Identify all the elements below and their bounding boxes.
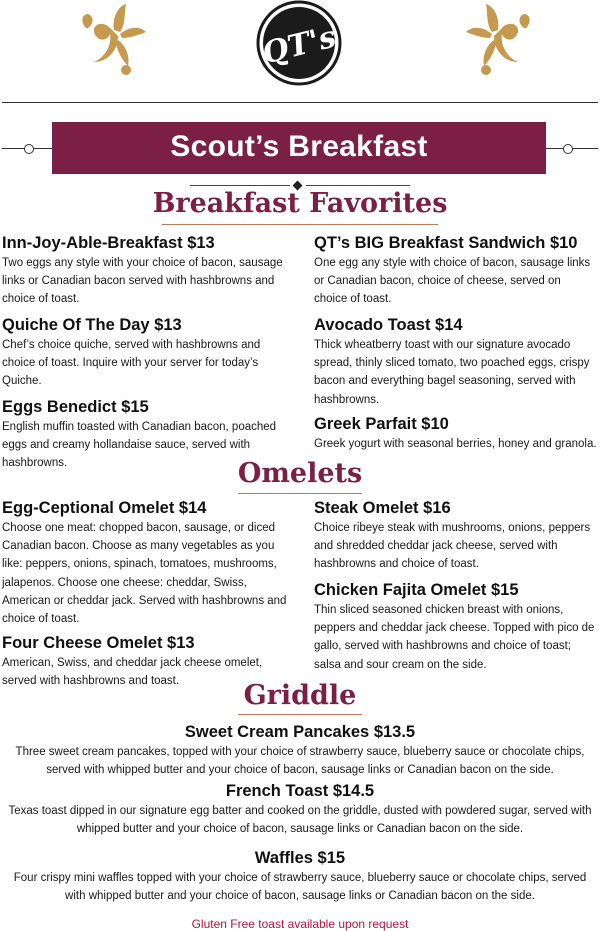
item-description: Texas toast dipped in our signature egg batter and cooked on the griddle, dusted with powdered sugar, served with whipped butter and your choice of bacon, sausage links or Canadian bacon on the side. [8,805,592,836]
menu-item [314,498,596,574]
item-description: Thick wheatberry toast with our signature avocado spread, thinly sliced tomato, two poached eggs, crispy bacon and everything bagel seasoning, served with hashbrowns. [314,339,590,406]
menu-item [0,848,600,905]
menu-item [0,722,600,779]
section-underline [238,714,362,715]
item-description: Three sweet cream pancakes, topped with your choice of strawberry sauce, blueberry sauce or chocolate chips, served with whipped butter and your choice of bacon, sausage links or Canadian bacon on the side. [15,746,585,777]
item-description: Four crispy mini waffles topped with your choice of strawberry sauce, blueberry sauce or chocolate chips, served with whipped butter and your choice of bacon, sausage links or Canadian bacon on the side. [13,872,587,903]
menu-item [314,414,600,453]
gold-flourish-icon [458,0,538,80]
item-name: Chicken Fajita Omelet $15 [314,581,519,599]
item-name: Quiche Of The Day $13 [2,316,182,334]
menu-item [314,233,596,309]
item-description: American, Swiss, and cheddar jack cheese omelet, served with hashbrowns and toast. [2,657,263,688]
banner-dot-right [563,144,573,154]
gluten-free-note: Gluten Free toast available upon request [191,917,409,931]
section-title-breakfast-favorites: Breakfast Favorites [152,188,448,219]
section-underline [238,493,362,494]
item-name: Steak Omelet $16 [314,499,451,517]
section-title-omelets: Omelets [237,458,363,489]
item-name: Avocado Toast $14 [314,316,463,334]
gold-flourish-icon [74,0,154,80]
item-description: Thin sliced seasoned chicken breast with onions, peppers and cheddar jack cheese. Topped with pico de gallo, served with hashbrowns and choice of toast; salsa and sour cream on the side. [314,604,595,671]
item-name: Inn-Joy-Able-Breakfast $13 [2,234,215,252]
banner-dot-left [24,144,34,154]
menu-item [0,781,600,838]
menu-item [2,233,288,309]
item-name: Greek Parfait $10 [314,415,449,433]
menu-item [2,315,288,391]
menu-title-banner: Scout’s Breakfast [52,122,546,174]
logo-text: QT's [258,19,340,72]
item-description: Choose one meat: chopped bacon, sausage, or diced Canadian bacon. Choose as many vegetables as you like: peppers, onions, spinach, tomatoes, mushrooms, jalapenos. Choose one cheese: cheddar, Swiss, American or cheddar jack. Served with hashbrowns and choice of toast. [2,522,287,626]
menu-item [314,315,596,409]
section-underline [162,224,438,225]
header-divider [2,102,598,103]
menu-item [314,580,596,674]
item-name: Eggs Benedict $15 [2,398,149,416]
item-description: Two eggs any style with your choice of bacon, sausage links or Canadian bacon served with hashbrowns and choice of toast. [2,257,283,306]
item-description: One egg any style with choice of bacon, sausage links or Canadian bacon, choice of cheese, served on choice of toast. [314,257,591,306]
item-description: Greek yogurt with seasonal berries, honey and granola. [314,438,597,450]
item-description: Chef’s choice quiche, served with hashbrowns and choice of toast. Inquire with your server for today’s Quiche. [2,339,261,388]
menu-item [2,498,288,628]
qts-logo [246,0,352,90]
item-name: Sweet Cream Pancakes $13.5 [184,723,416,741]
item-name: Four Cheese Omelet $13 [2,634,195,652]
item-name: QT’s BIG Breakfast Sandwich $10 [314,234,578,252]
item-name: Waffles $15 [254,849,346,867]
item-description: English muffin toasted with Canadian bacon, poached eggs and creamy hollandaise sauce, served with hashbrowns. [2,421,277,470]
section-title-griddle: Griddle [243,680,357,711]
item-description: Choice ribeye steak with mushrooms, onions, peppers and shredded cheddar jack cheese, served with hashbrowns and choice of toast. [314,522,591,571]
item-name: Egg-Ceptional Omelet $14 [2,499,207,517]
item-name: French Toast $14.5 [225,782,375,800]
